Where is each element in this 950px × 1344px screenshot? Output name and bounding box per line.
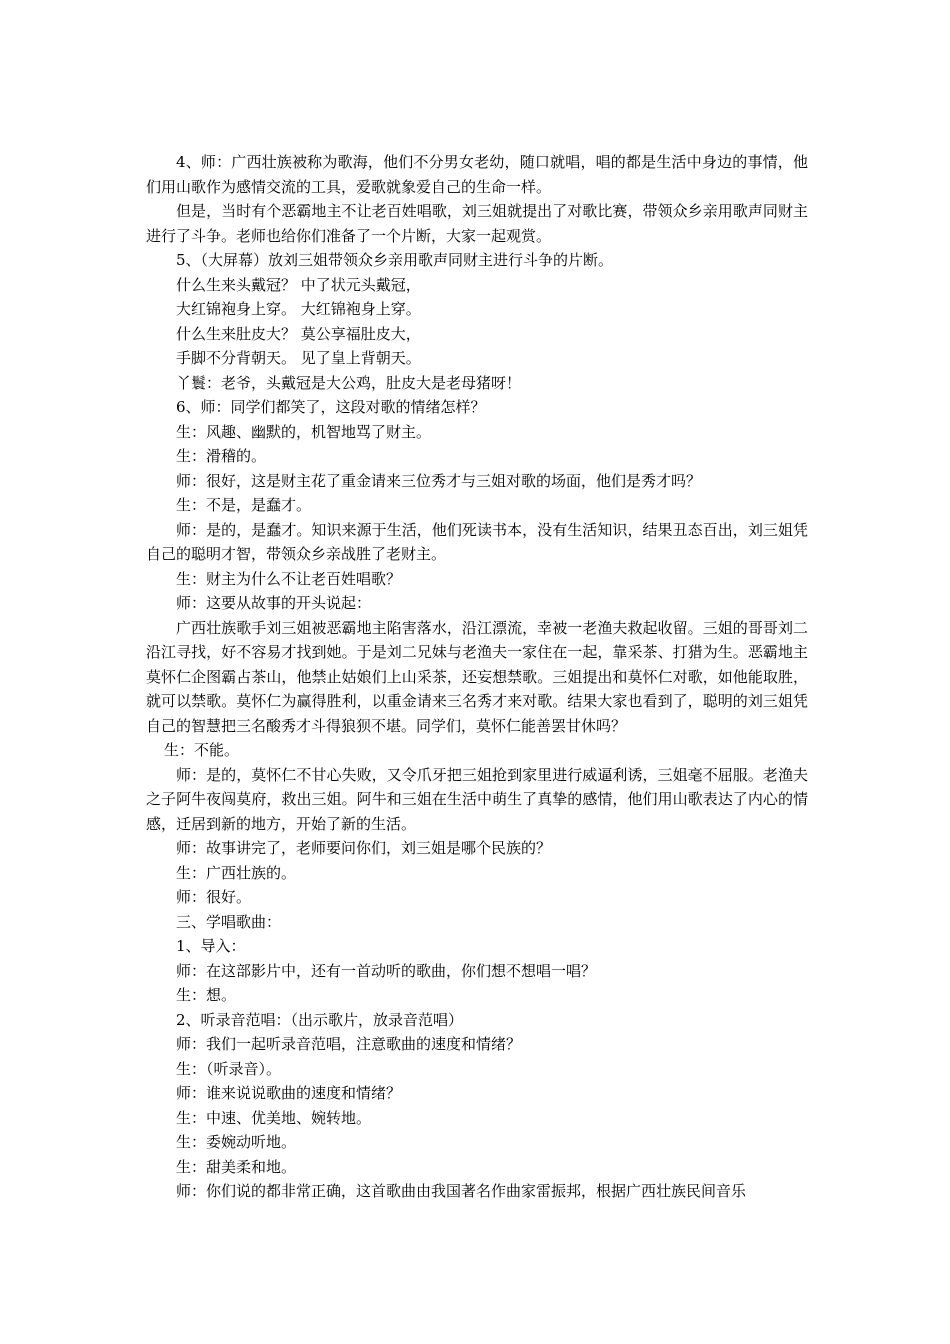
section-heading: 三、学唱歌曲： (176, 912, 282, 931)
dialogue-line: 师：谁来说说歌曲的速度和情绪？ (176, 1084, 402, 1102)
dialogue-line: 生：甜美柔和地。 (176, 1157, 297, 1176)
dialogue-line: 师：是的，莫怀仁不甘心失败，又令爪牙把三姐抢到家里进行威逼利诱，三姐毫不屈服。老渔夫之子阿牛夜闯莫府，救出三姐。阿牛和三姐在生活中萌生了真挚的感情，他们用山歌表达了内心的情感，迁居到新的地方，开始了新的生活。 (146, 765, 808, 833)
song-line-4: 手脚不分背朝天。 见了皇上背朝天。 (176, 349, 421, 367)
dialogue-line: 生：（听录音）。 (176, 1059, 282, 1078)
paragraph-6: 6、师：同学们都笑了，这段对歌的情绪怎样？ (176, 398, 486, 416)
dialogue-line: 师：很好。 (176, 888, 252, 906)
dialogue-line: 生：不能。 (164, 741, 240, 759)
dialogue-line: 师：这要从故事的开头说起： (176, 594, 372, 612)
dialogue-line: 师：我们一起听录音范唱，注意歌曲的速度和情绪？ (176, 1035, 522, 1053)
dialogue-line: 师：在这部影片中，还有一首动听的歌曲，你们想不想唱一唱？ (176, 961, 597, 980)
dialogue-line: 生：委婉动听地。 (176, 1133, 297, 1151)
dialogue-line: 生：风趣、幽默的，机智地骂了财主。 (176, 422, 432, 441)
dialogue-line: 生：想。 (176, 986, 237, 1004)
dialogue-line: 生：财主为什么不让老百姓唱歌？ (176, 569, 402, 588)
dialogue-line: 师：你们说的都非常正确，这首歌曲由我国著名作曲家雷振邦，根据广西壮族民间音乐 (176, 1182, 747, 1200)
song-line-3: 什么生来肚皮大？ 莫公享福肚皮大， (176, 324, 421, 343)
dialogue-line: 师：故事讲完了，老师要问你们，刘三姐是哪个民族的？ (176, 839, 552, 857)
dialogue-line: 生：广西壮族的。 (176, 863, 297, 882)
song-line-2: 大红锦袍身上穿。 大红锦袍身上穿。 (176, 300, 421, 318)
subsection-heading: 1、导入： (176, 937, 246, 955)
document-page (146, 150, 808, 1204)
song-line-1: 什么生来头戴冠？ 中了状元头戴冠， (176, 275, 421, 294)
dialogue-line: 师：是的，是蠢才。知识来源于生活，他们死读书本，没有生活知识，结果丑态百出，刘三姐凭自己的聪明才智，带领众乡亲战胜了老财主。 (146, 520, 808, 563)
dialogue-line: 生：滑稽的。 (176, 447, 267, 465)
paragraph-maid: 丫鬟：老爷，头戴冠是大公鸡，肚皮大是老母猪呀！ (176, 373, 522, 392)
subsection-heading: 2、听录音范唱：（出示歌片，放录音范唱） (176, 1010, 464, 1029)
paragraph-3: 5、（大屏幕）放刘三姐带领众乡亲用歌声同财主进行斗争的片断。 (176, 251, 614, 269)
paragraph-1: 4、师：广西壮族被称为歌海，他们不分男女老幼，随口就唱，唱的都是生活中身边的事情，他们用山歌作为感情交流的工具，爱歌就象爱自己的生命一样。 (146, 153, 808, 196)
dialogue-line: 师：很好，这是财主花了重金请来三位秀才与三姐对歌的场面，他们是秀才吗？ (176, 471, 702, 490)
story-paragraph: 广西壮族歌手刘三姐被恶霸地主陷害落水，沿江漂流，幸被一老渔夫救起收留。三姐的哥哥刘二沿江寻找，好不容易才找到她。于是刘二兄妹与老渔夫一家住在一起，靠采茶、打猎为生。恶霸地主莫怀仁企图霸占茶山，他禁止姑娘们上山采茶，还妄想禁歌。三姐提出和莫怀仁对歌，如他能取胜，就可以禁歌。莫怀仁为赢得胜利，以重金请来三名秀才来对歌。结果大家也看到了，聪明的刘三姐凭自己的智慧把三名酸秀才斗得狼狈不堪。同学们，莫怀仁能善罢甘休吗？ (146, 618, 808, 735)
dialogue-line: 生：不是，是蠢才。 (176, 496, 312, 514)
dialogue-line: 生：中速、优美地、婉转地。 (176, 1108, 372, 1127)
paragraph-2: 但是，当时有个恶霸地主不让老百姓唱歌，刘三姐就提出了对歌比赛，带领众乡亲用歌声同财主进行了斗争。老师也给你们准备了一个片断，大家一起观赏。 (146, 202, 808, 245)
